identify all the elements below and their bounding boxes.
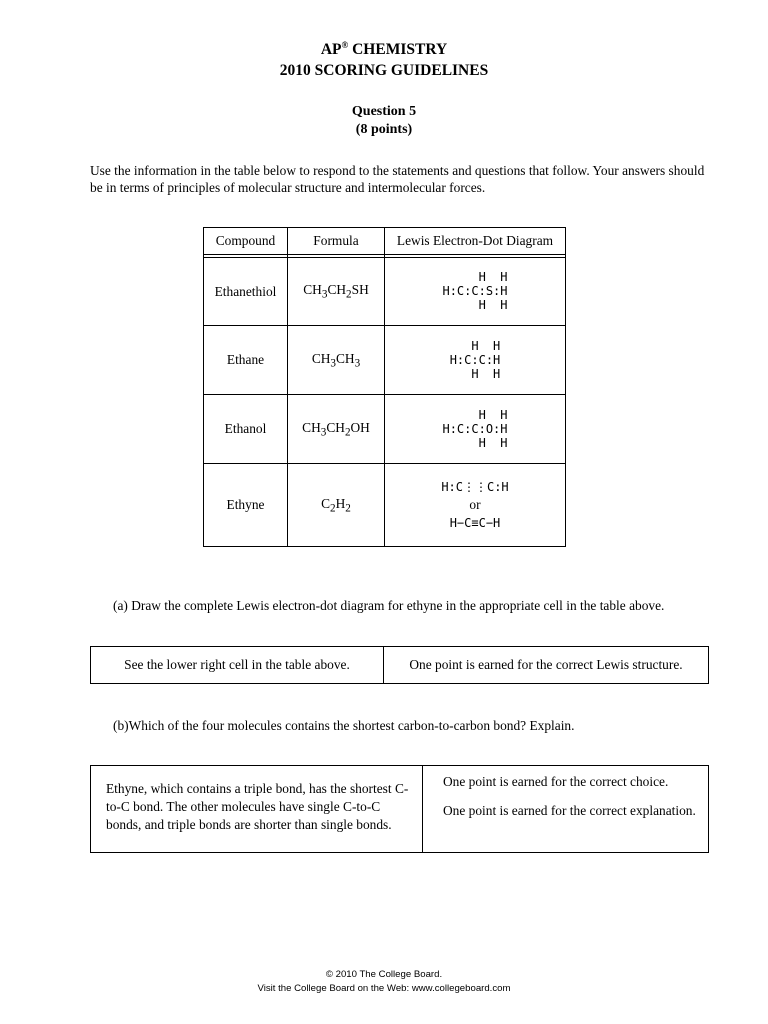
title-ap: AP bbox=[320, 41, 342, 59]
header-compound: Compound bbox=[204, 228, 288, 255]
lewis-diagram bbox=[385, 464, 566, 547]
footer-copyright: © 2010 The College Board. bbox=[325, 969, 443, 980]
question-points: (8 points) bbox=[355, 122, 413, 137]
lewis-diagram: H H H:C:C:H H H bbox=[385, 326, 566, 395]
title-subject: CHEMISTRY bbox=[348, 41, 448, 59]
lewis-diagram: H H H:C:C:O:H H H bbox=[385, 395, 566, 464]
formula: $CH_3CH_2SH$ bbox=[288, 258, 385, 326]
table-row bbox=[204, 326, 566, 395]
header-lewis: Lewis Electron-Dot Diagram bbox=[385, 228, 566, 255]
page-subtitle: 2010 SCORING GUIDELINES bbox=[279, 62, 489, 79]
part-b-prompt: (b)Which of the four molecules contains the shortest carbon-to-carbon bond? Explain. bbox=[113, 718, 575, 733]
part-a-prompt: (a) Draw the complete Lewis electron-dot diagram for ethyne in the appropriate cell in the table above. bbox=[113, 598, 665, 613]
table-row bbox=[204, 258, 566, 326]
footer-website: Visit the College Board on the Web: www.collegeboard.com bbox=[257, 983, 511, 994]
formula: $CH_3CH_2OH$ bbox=[288, 395, 385, 464]
or-label: or bbox=[469, 497, 481, 512]
compound-name: Ethane bbox=[204, 326, 288, 395]
compound-name: Ethanol bbox=[204, 395, 288, 464]
compound-table bbox=[203, 227, 566, 547]
part-a-box bbox=[90, 646, 709, 684]
question-title: Question 5 bbox=[351, 104, 417, 119]
table-header-row bbox=[204, 228, 566, 255]
table-row bbox=[204, 464, 566, 547]
compound-name: Ethanethiol bbox=[204, 258, 288, 326]
part-b-box bbox=[90, 765, 709, 853]
formula: $C_2H_2$ bbox=[288, 464, 385, 547]
part-b-scoring bbox=[423, 766, 708, 852]
table-row bbox=[204, 395, 566, 464]
part-b-answer: Ethyne, which contains a triple bond, has the shortest C-to-C bond. The other molecules have single C-to-C bonds, and triple bonds are shorter than single bonds. bbox=[91, 766, 423, 852]
formula: $CH_3CH_3$ bbox=[288, 326, 385, 395]
page-title bbox=[0, 40, 768, 59]
part-b-scoring-explanation: One point is earned for the correct explanation. bbox=[443, 803, 696, 818]
part-a-answer: See the lower right cell in the table above. bbox=[91, 647, 384, 683]
ethyne-line-structure: H−C≡C−H bbox=[449, 516, 501, 530]
ethyne-dot-structure: H:C⋮⋮C:H bbox=[441, 480, 509, 494]
part-b-scoring-choice: One point is earned for the correct choice. bbox=[443, 774, 669, 789]
part-a-scoring: One point is earned for the correct Lewis structure. bbox=[409, 657, 683, 672]
compound-name: Ethyne bbox=[204, 464, 288, 547]
intro-text: Use the information in the table below to respond to the statements and questions that follow. Your answers should be in terms of principles of molecular structure and intermolecular forces. bbox=[90, 163, 705, 195]
header-formula: Formula bbox=[288, 228, 385, 255]
registered-mark: ® bbox=[341, 40, 349, 50]
lewis-diagram: H H H:C:C:S:H H H bbox=[385, 258, 566, 326]
